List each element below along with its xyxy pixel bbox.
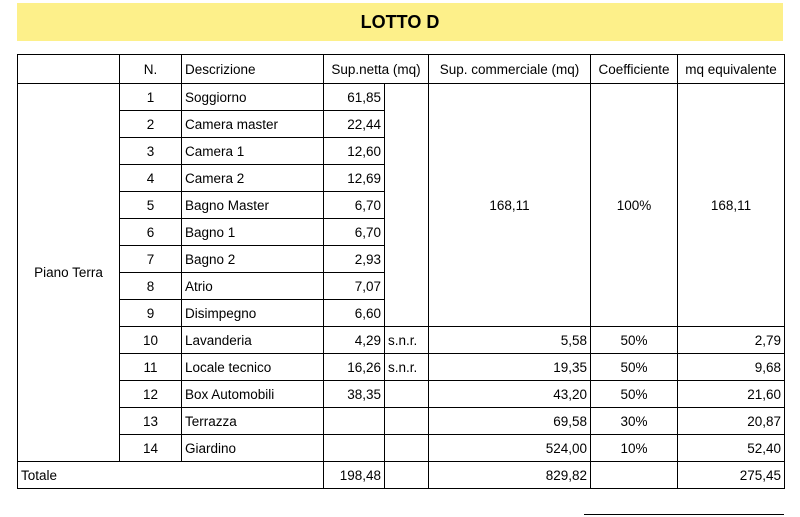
totals-coefficient <box>591 462 678 489</box>
row-description: Atrio <box>182 273 324 300</box>
row-description: Lavanderia <box>182 327 324 354</box>
row-description: Bagno Master <box>182 192 324 219</box>
row-net-surface: 4,29 <box>324 327 385 354</box>
row-net-surface: 22,44 <box>324 111 385 138</box>
lot-title: LOTTO D <box>17 3 783 41</box>
merged-equivalent: 168,11 <box>678 84 785 327</box>
row-description: Locale tecnico <box>182 354 324 381</box>
row-number: 6 <box>120 219 182 246</box>
row-description: Terrazza <box>182 408 324 435</box>
row-commercial-surface: 19,35 <box>429 354 591 381</box>
row-coefficient: 50% <box>591 354 678 381</box>
totals-label: Totale <box>18 462 324 489</box>
row-net-surface: 12,60 <box>324 138 385 165</box>
row-description: Box Automobili <box>182 381 324 408</box>
row-number: 4 <box>120 165 182 192</box>
row-number: 13 <box>120 408 182 435</box>
row-net-surface: 61,85 <box>324 84 385 111</box>
row-net-surface: 6,70 <box>324 219 385 246</box>
row-description: Camera 1 <box>182 138 324 165</box>
row-description: Bagno 1 <box>182 219 324 246</box>
total-equivalent: 275,45 <box>678 462 785 489</box>
row-net-surface: 6,60 <box>324 300 385 327</box>
row-coefficient: 30% <box>591 408 678 435</box>
row-net-surface: 12,69 <box>324 165 385 192</box>
table-row <box>18 84 785 111</box>
total-net-surface: 198,48 <box>324 462 385 489</box>
surface-table <box>17 54 785 489</box>
row-number: 3 <box>120 138 182 165</box>
totals-note <box>385 462 429 489</box>
header-net-surface: Sup.netta (mq) <box>324 55 429 84</box>
row-coefficient: 50% <box>591 381 678 408</box>
row-equivalent: 21,60 <box>678 381 785 408</box>
merged-coefficient: 100% <box>591 84 678 327</box>
row-number: 1 <box>120 84 182 111</box>
row-description: Giardino <box>182 435 324 462</box>
row-description: Camera master <box>182 111 324 138</box>
row-equivalent: 9,68 <box>678 354 785 381</box>
row-note: s.n.r. <box>385 327 429 354</box>
row-net-surface: 16,26 <box>324 354 385 381</box>
row-net-surface: 7,07 <box>324 273 385 300</box>
row-note <box>385 381 429 408</box>
row-commercial-surface: 69,58 <box>429 408 591 435</box>
header-coefficient: Coefficiente <box>591 55 678 84</box>
table-row <box>18 327 785 354</box>
header-group <box>18 55 120 84</box>
totals-row <box>18 462 785 489</box>
row-number: 9 <box>120 300 182 327</box>
row-number: 5 <box>120 192 182 219</box>
row-note: s.n.r. <box>385 354 429 381</box>
header-row <box>18 55 785 84</box>
table-row <box>18 381 785 408</box>
row-number: 10 <box>120 327 182 354</box>
group-label: Piano Terra <box>18 84 120 462</box>
row-description: Bagno 2 <box>182 246 324 273</box>
row-commercial-surface: 5,58 <box>429 327 591 354</box>
row-net-surface <box>324 408 385 435</box>
row-note <box>385 408 429 435</box>
row-description: Soggiorno <box>182 84 324 111</box>
row-net-surface: 2,93 <box>324 246 385 273</box>
row-equivalent: 52,40 <box>678 435 785 462</box>
row-number: 2 <box>120 111 182 138</box>
row-commercial-surface: 43,20 <box>429 381 591 408</box>
header-number: N. <box>120 55 182 84</box>
merged-commercial-surface: 168,11 <box>429 84 591 327</box>
header-equivalent: mq equivalente <box>678 55 785 84</box>
row-equivalent: 2,79 <box>678 327 785 354</box>
table-row <box>18 408 785 435</box>
header-description: Descrizione <box>182 55 324 84</box>
row-number: 8 <box>120 273 182 300</box>
row-number: 12 <box>120 381 182 408</box>
table-row <box>18 435 785 462</box>
row-note <box>385 435 429 462</box>
merged-note-cell <box>385 84 429 327</box>
row-net-surface: 6,70 <box>324 192 385 219</box>
row-description: Camera 2 <box>182 165 324 192</box>
row-number: 7 <box>120 246 182 273</box>
row-net-surface: 38,35 <box>324 381 385 408</box>
total-commercial-surface: 829,82 <box>429 462 591 489</box>
row-commercial-surface: 524,00 <box>429 435 591 462</box>
header-commercial-surface: Sup. commerciale (mq) <box>429 55 591 84</box>
row-number: 11 <box>120 354 182 381</box>
row-equivalent: 20,87 <box>678 408 785 435</box>
row-net-surface <box>324 435 385 462</box>
divider <box>584 514 784 515</box>
row-number: 14 <box>120 435 182 462</box>
table-row <box>18 354 785 381</box>
row-description: Disimpegno <box>182 300 324 327</box>
row-coefficient: 50% <box>591 327 678 354</box>
row-coefficient: 10% <box>591 435 678 462</box>
